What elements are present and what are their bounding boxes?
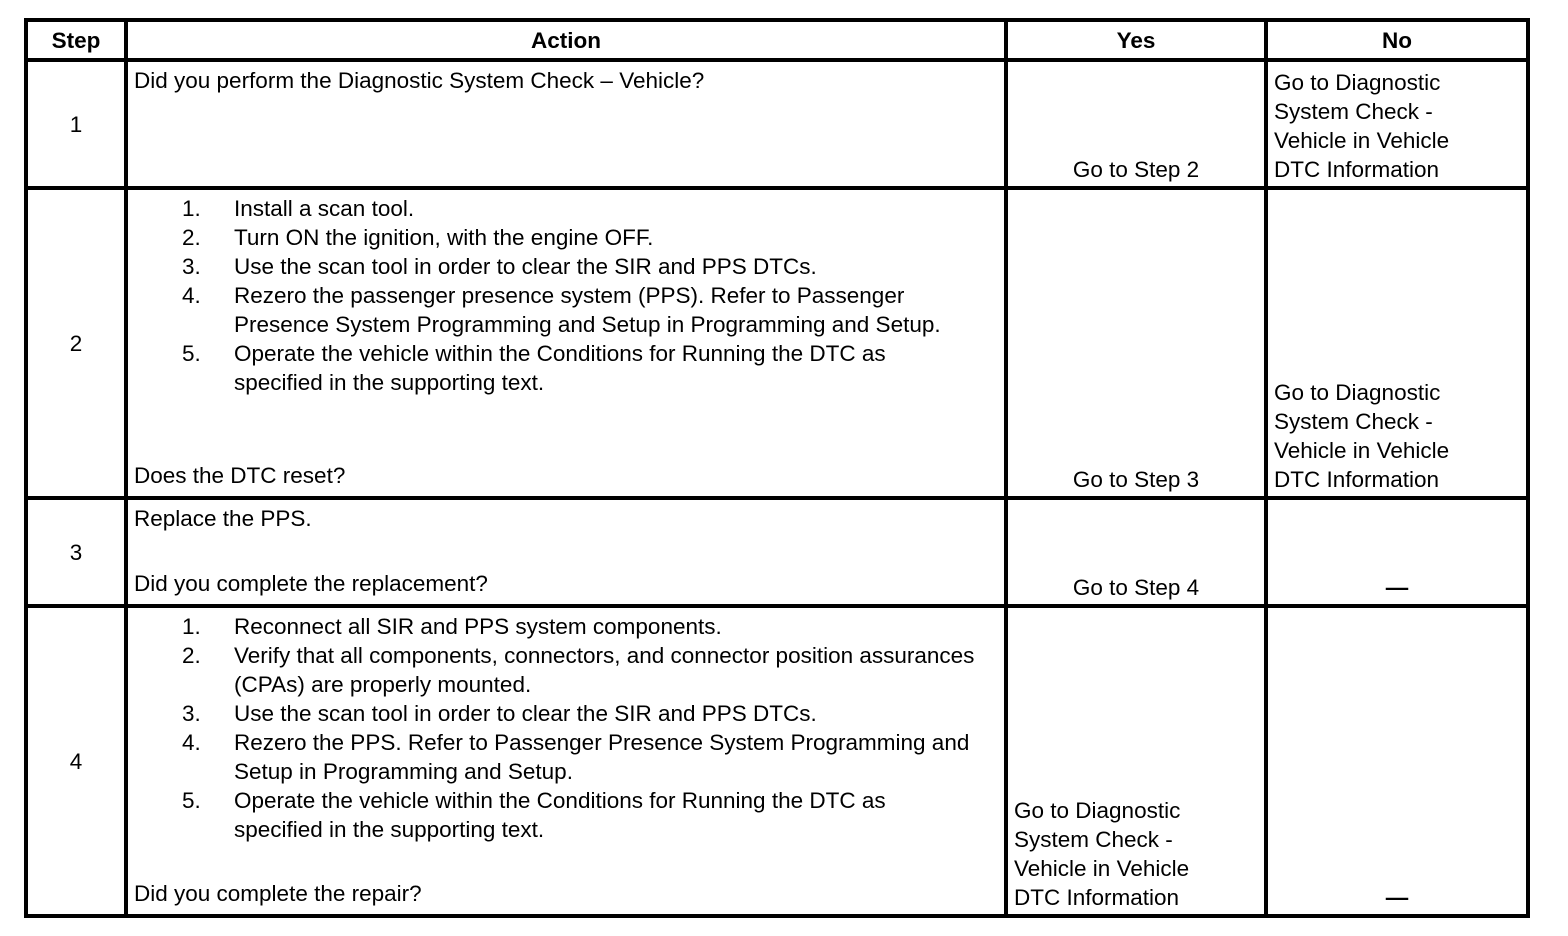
yes-text-line: DTC Information	[1014, 885, 1180, 910]
list-item	[134, 223, 998, 252]
list-item-text: Operate the vehicle within the Conditions for Running the DTC as specified in the supporting text.	[234, 341, 886, 395]
diagnostic-table	[24, 18, 1530, 918]
list-item	[134, 194, 998, 223]
step-number: 4	[26, 606, 126, 916]
yes-text-line: System Check -	[1014, 827, 1173, 852]
procedure-list	[134, 608, 998, 844]
no-cell	[1266, 606, 1528, 916]
yes-text-line: Vehicle in Vehicle	[1014, 856, 1190, 881]
procedure-list	[134, 190, 998, 397]
list-item-number: 2.	[182, 225, 201, 250]
no-text-line: DTC Information	[1274, 467, 1440, 492]
table-row	[26, 606, 1528, 916]
yes-cell	[1006, 60, 1266, 188]
no-text-line: Vehicle in Vehicle	[1274, 438, 1450, 463]
header-row	[26, 20, 1528, 60]
action-question: Did you perform the Diagnostic System Check – Vehicle?	[134, 68, 705, 93]
table-row	[26, 188, 1528, 498]
list-item	[134, 612, 998, 641]
list-item-text: Operate the vehicle within the Conditions for Running the DTC as specified in the supporting text.	[234, 788, 886, 842]
no-text-line: System Check -	[1274, 99, 1433, 124]
list-item-number: 5.	[182, 341, 201, 366]
step-number: 2	[26, 188, 126, 498]
table-row	[26, 60, 1528, 188]
no-text: —	[1385, 885, 1409, 910]
list-item-text: Use the scan tool in order to clear the SIR and PPS DTCs.	[234, 254, 817, 279]
no-text: —	[1385, 575, 1409, 600]
list-item	[134, 339, 998, 397]
action-instruction: Replace the PPS.	[134, 506, 312, 531]
table-row	[26, 498, 1528, 606]
no-text-line: System Check -	[1274, 409, 1433, 434]
no-text-line: Vehicle in Vehicle	[1274, 128, 1450, 153]
list-item-text: Verify that all components, connectors, and connector position assurances (CPAs) are properly mounted.	[234, 643, 975, 697]
list-item-number: 1.	[182, 196, 201, 221]
action-cell	[126, 60, 1006, 188]
yes-text-line: Go to Diagnostic	[1014, 798, 1181, 823]
yes-text: Go to Step 4	[1072, 575, 1200, 600]
yes-cell	[1006, 498, 1266, 606]
list-item-number: 4.	[182, 283, 201, 308]
action-question: Did you complete the repair?	[134, 881, 422, 906]
list-item-number: 4.	[182, 730, 201, 755]
action-cell	[126, 188, 1006, 498]
no-cell	[1266, 498, 1528, 606]
list-item-text: Use the scan tool in order to clear the SIR and PPS DTCs.	[234, 701, 817, 726]
step-number: 1	[26, 60, 126, 188]
list-item-text: Rezero the passenger presence system (PPS). Refer to Passenger Presence System Programming and Setup in Programming and Setup.	[234, 283, 941, 337]
list-item-number: 1.	[182, 614, 201, 639]
action-question: Did you complete the replacement?	[134, 571, 488, 596]
yes-text: Go to Step 2	[1072, 157, 1200, 182]
list-item-number: 2.	[182, 643, 201, 668]
yes-cell	[1006, 188, 1266, 498]
list-item-number: 3.	[182, 701, 201, 726]
no-text-line: DTC Information	[1274, 157, 1440, 182]
no-text-line: Go to Diagnostic	[1274, 70, 1441, 95]
list-item-text: Reconnect all SIR and PPS system components.	[234, 614, 722, 639]
no-cell	[1266, 60, 1528, 188]
list-item-text: Rezero the PPS. Refer to Passenger Presence System Programming and Setup in Programming and Setup.	[234, 730, 970, 784]
step-number: 3	[26, 498, 126, 606]
action-cell	[126, 498, 1006, 606]
list-item	[134, 281, 998, 339]
header-step: Step	[26, 20, 126, 60]
action-cell	[126, 606, 1006, 916]
yes-cell	[1006, 606, 1266, 916]
list-item-number: 5.	[182, 788, 201, 813]
yes-text: Go to Step 3	[1072, 467, 1200, 492]
list-item-text: Install a scan tool.	[234, 196, 415, 221]
no-cell	[1266, 188, 1528, 498]
list-item-number: 3.	[182, 254, 201, 279]
list-item	[134, 699, 998, 728]
list-item	[134, 786, 998, 844]
list-item	[134, 252, 998, 281]
header-yes: Yes	[1006, 20, 1266, 60]
action-question: Does the DTC reset?	[134, 463, 346, 488]
no-text-line: Go to Diagnostic	[1274, 380, 1441, 405]
header-no: No	[1266, 20, 1528, 60]
list-item	[134, 641, 998, 699]
header-action: Action	[126, 20, 1006, 60]
list-item-text: Turn ON the ignition, with the engine OFF.	[234, 225, 654, 250]
list-item	[134, 728, 998, 786]
